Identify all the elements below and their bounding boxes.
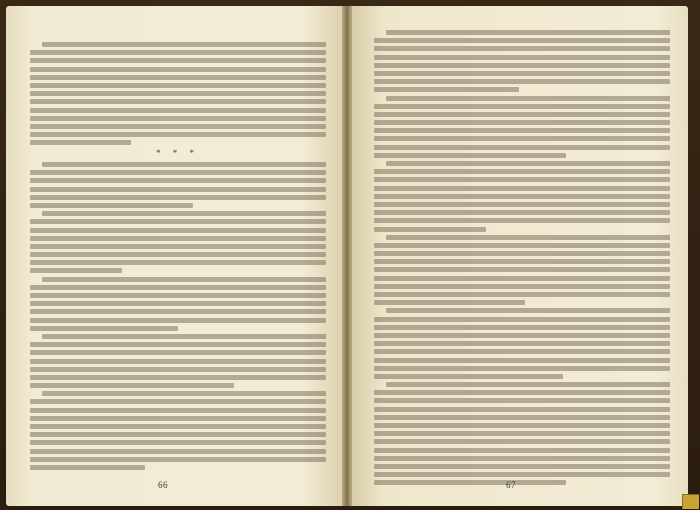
text-line bbox=[374, 186, 670, 191]
text-line bbox=[30, 367, 326, 372]
text-line bbox=[30, 342, 326, 347]
text-line bbox=[374, 284, 670, 289]
text-line bbox=[30, 99, 326, 104]
text-line bbox=[30, 83, 326, 88]
text-line bbox=[374, 210, 670, 215]
text-line bbox=[30, 424, 326, 429]
text-line bbox=[374, 333, 670, 338]
text-line bbox=[30, 268, 122, 273]
text-line bbox=[30, 260, 326, 265]
text-line bbox=[374, 104, 670, 109]
text-line bbox=[374, 136, 670, 141]
right-page bbox=[352, 6, 688, 506]
text-line bbox=[30, 399, 326, 404]
text-line bbox=[374, 128, 670, 133]
text-line bbox=[30, 309, 326, 314]
text-line bbox=[30, 67, 326, 72]
text-line bbox=[374, 448, 670, 453]
text-line bbox=[30, 203, 193, 208]
text-line bbox=[374, 317, 670, 322]
text-line bbox=[374, 46, 670, 51]
text-line bbox=[374, 374, 563, 379]
text-line bbox=[30, 293, 326, 298]
text-line bbox=[374, 480, 566, 485]
text-line bbox=[374, 202, 670, 207]
text-line bbox=[30, 408, 326, 413]
text-line bbox=[30, 416, 326, 421]
text-line bbox=[30, 383, 234, 388]
text-line bbox=[42, 334, 326, 339]
text-line bbox=[30, 301, 326, 306]
text-line bbox=[30, 170, 326, 175]
page-number-right: 67 bbox=[506, 480, 516, 490]
text-line bbox=[374, 431, 670, 436]
text-line bbox=[374, 325, 670, 330]
text-line bbox=[30, 91, 326, 96]
text-line bbox=[386, 96, 670, 101]
text-line bbox=[374, 398, 670, 403]
text-line bbox=[374, 251, 670, 256]
text-line bbox=[374, 218, 670, 223]
text-line bbox=[374, 292, 670, 297]
text-line bbox=[374, 366, 670, 371]
text-line bbox=[374, 456, 670, 461]
text-line bbox=[374, 145, 670, 150]
text-line bbox=[30, 219, 326, 224]
text-line bbox=[42, 211, 326, 216]
text-line bbox=[374, 267, 670, 272]
right-text-block-1 bbox=[374, 30, 670, 489]
text-line bbox=[374, 87, 519, 92]
text-line bbox=[42, 277, 326, 282]
text-line bbox=[374, 243, 670, 248]
text-line bbox=[386, 161, 670, 166]
text-line bbox=[386, 30, 670, 35]
text-line bbox=[30, 375, 326, 380]
text-line bbox=[30, 440, 326, 445]
text-line bbox=[30, 108, 326, 113]
text-line bbox=[30, 350, 326, 355]
text-line bbox=[374, 177, 670, 182]
text-line bbox=[374, 38, 670, 43]
text-line bbox=[30, 140, 131, 145]
text-line bbox=[374, 415, 670, 420]
library-label bbox=[682, 494, 699, 509]
left-page bbox=[6, 6, 342, 506]
text-line bbox=[374, 194, 670, 199]
left-text-block-1 bbox=[30, 42, 326, 148]
text-line bbox=[30, 58, 326, 63]
text-line bbox=[374, 423, 670, 428]
text-line bbox=[30, 457, 326, 462]
text-line bbox=[374, 439, 670, 444]
text-line bbox=[30, 432, 326, 437]
text-line bbox=[374, 112, 670, 117]
text-line bbox=[374, 169, 670, 174]
text-line bbox=[42, 42, 326, 47]
text-line bbox=[30, 50, 326, 55]
book-gutter bbox=[342, 6, 352, 506]
text-line bbox=[374, 349, 670, 354]
text-line bbox=[30, 359, 326, 364]
text-line bbox=[30, 244, 326, 249]
text-line bbox=[374, 341, 670, 346]
text-line bbox=[30, 449, 326, 454]
text-line bbox=[374, 120, 670, 125]
text-line bbox=[30, 465, 145, 470]
text-line bbox=[374, 259, 670, 264]
text-line bbox=[386, 235, 670, 240]
text-line bbox=[30, 75, 326, 80]
text-line bbox=[374, 276, 670, 281]
text-line bbox=[42, 162, 326, 167]
text-line bbox=[30, 285, 326, 290]
text-line bbox=[374, 63, 670, 68]
text-line bbox=[374, 407, 670, 412]
text-line bbox=[374, 300, 525, 305]
text-line bbox=[386, 382, 670, 387]
text-line bbox=[30, 187, 326, 192]
text-line bbox=[374, 464, 670, 469]
text-line bbox=[374, 71, 670, 76]
text-line bbox=[374, 153, 566, 158]
page-number-left: 66 bbox=[158, 480, 168, 490]
section-divider: * * * bbox=[156, 148, 199, 158]
text-line bbox=[30, 178, 326, 183]
text-line bbox=[30, 124, 326, 129]
text-line bbox=[30, 326, 178, 331]
text-line bbox=[30, 116, 326, 121]
text-line bbox=[374, 79, 670, 84]
text-line bbox=[374, 55, 670, 60]
text-line bbox=[30, 318, 326, 323]
left-text-block-2 bbox=[30, 162, 326, 473]
text-line bbox=[42, 391, 326, 396]
text-line bbox=[374, 358, 670, 363]
text-line bbox=[30, 195, 326, 200]
text-line bbox=[374, 390, 670, 395]
text-line bbox=[30, 228, 326, 233]
text-line bbox=[374, 227, 486, 232]
text-line bbox=[386, 308, 670, 313]
text-line bbox=[30, 132, 326, 137]
text-line bbox=[30, 236, 326, 241]
text-line bbox=[374, 472, 670, 477]
text-line bbox=[30, 252, 326, 257]
